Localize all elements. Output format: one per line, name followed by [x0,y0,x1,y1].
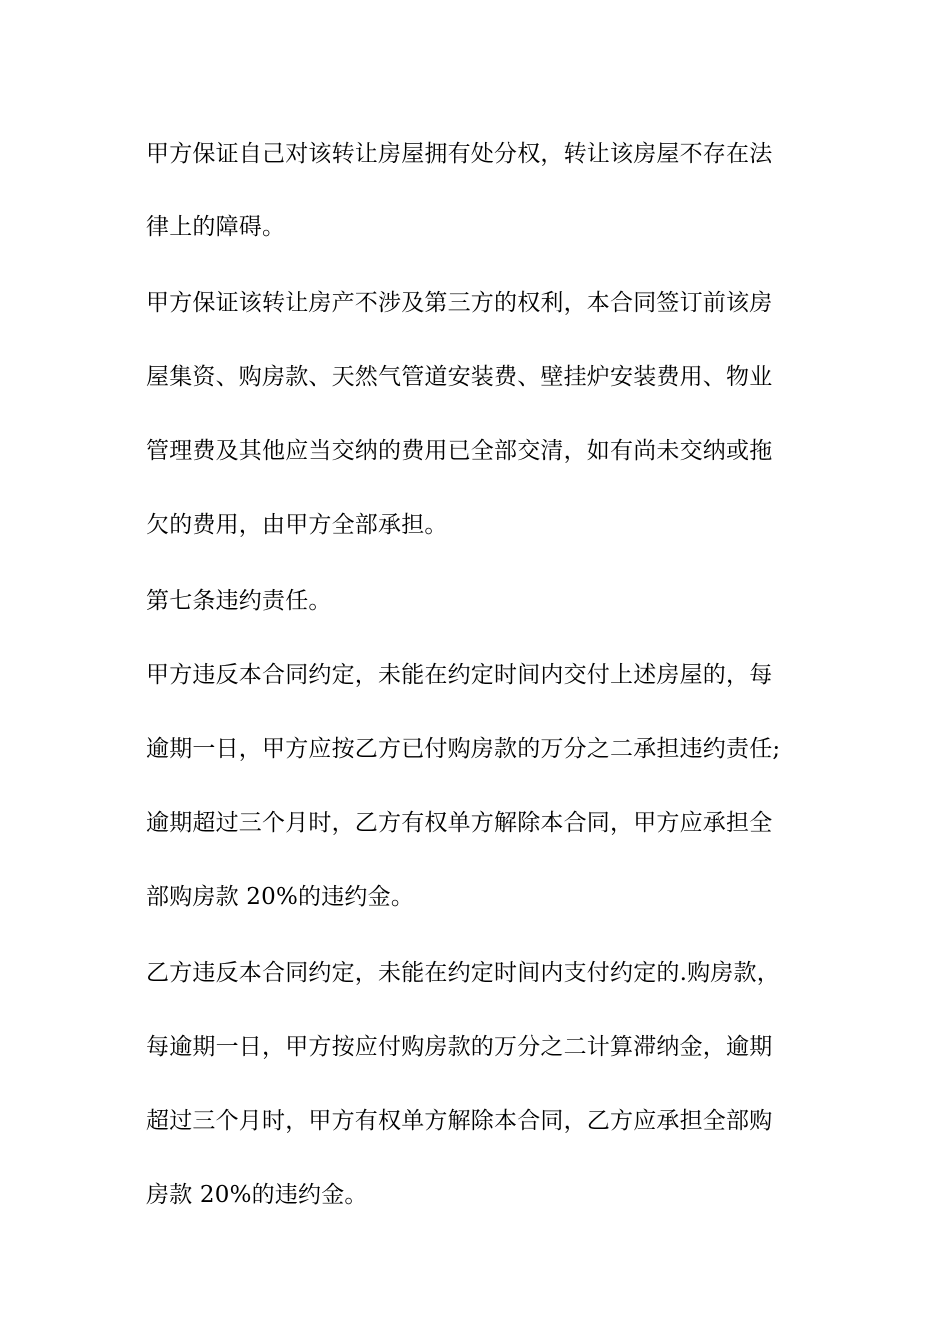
text-line: 逾期超过三个月时，乙方有权单方解除本合同，甲方应承担全 [146,810,773,836]
text-line: 房款 20%的违约金。 [146,1182,368,1208]
text-line: 超过三个月时，甲方有权单方解除本合同，乙方应承担全部购 [146,1108,773,1134]
text-line: 管理费及其他应当交纳的费用已全部交清，如有尚未交纳或拖 [146,438,773,464]
text-line: 甲方保证该转让房产不涉及第三方的权利，本合同签订前该房 [146,290,773,316]
text-line: 每逾期一日，甲方按应付购房款的万分之二计算滞纳金，逾期 [146,1034,773,1060]
section-heading: 第七条违约责任。 [146,588,332,614]
text-line: 甲方保证自己对该转让房屋拥有处分权，转让该房屋不存在法 [146,141,773,167]
text-line: 逾期一日，甲方应按乙方已付购房款的万分之二承担违约责任; [146,736,781,762]
text-line: 屋集资、购房款、天然气管道安装费、壁挂炉安装费用、物业 [146,364,773,390]
text-line: 律上的障碍。 [146,214,286,240]
text-line: 部购房款 20%的违约金。 [146,884,415,910]
text-line: 甲方违反本合同约定，未能在约定时间内交付上述房屋的，每 [146,662,773,688]
text-line: 欠的费用，由甲方全部承担。 [146,512,448,538]
text-line: 乙方违反本合同约定，未能在约定时间内支付约定的.购房款， [146,960,780,986]
